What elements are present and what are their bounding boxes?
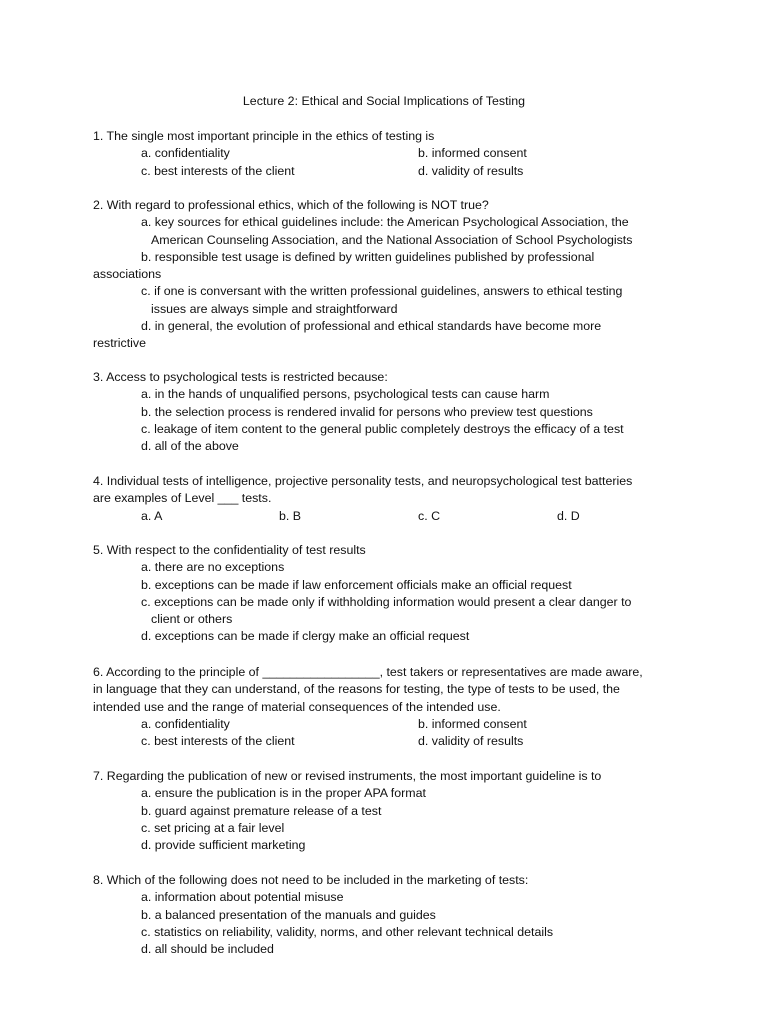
question-stem: 7. Regarding the publication of new or revised instruments, the most important guideline is to bbox=[93, 769, 602, 783]
question-stem: 5. With respect to the confidentiality of test results bbox=[93, 543, 366, 557]
question-4 bbox=[93, 473, 693, 525]
option-a: a. information about potential misuse bbox=[141, 890, 344, 905]
option-a: a. confidentiality bbox=[141, 716, 230, 731]
option-c: c. leakage of item content to the general public completely destroys the efficacy of a test bbox=[141, 421, 624, 436]
option-c: c. C bbox=[418, 508, 441, 523]
option-c: c. set pricing at a fair level bbox=[141, 820, 285, 835]
option-c: c. statistics on reliability, validity, norms, and other relevant technical details bbox=[141, 924, 554, 939]
option-b-continued: associations bbox=[93, 267, 162, 282]
option-a: a. ensure the publication is in the proper APA format bbox=[141, 786, 426, 801]
option-d: d. all of the above bbox=[141, 439, 239, 454]
question-1 bbox=[93, 128, 693, 180]
option-d: d. D bbox=[557, 508, 580, 523]
option-c-continued: client or others bbox=[151, 612, 233, 627]
option-d: d. validity of results bbox=[418, 163, 524, 178]
question-stem-continued: intended use and the range of material consequences of the intended use. bbox=[93, 699, 501, 714]
option-d: d. in general, the evolution of professional and ethical standards have become more bbox=[141, 319, 602, 334]
question-stem: 4. Individual tests of intelligence, projective personality tests, and neuropsychological test batteries bbox=[93, 474, 633, 488]
option-a: a. in the hands of unqualified persons, psychological tests can cause harm bbox=[141, 387, 550, 402]
option-c: c. exceptions can be made only if withholding information would present a clear danger to bbox=[141, 594, 632, 609]
question-7 bbox=[93, 768, 693, 854]
question-6 bbox=[93, 664, 693, 750]
option-a: a. A bbox=[141, 508, 163, 523]
option-d-continued: restrictive bbox=[93, 336, 147, 351]
option-d: d. validity of results bbox=[418, 734, 524, 749]
document-title: Lecture 2: Ethical and Social Implications of Testing bbox=[242, 94, 526, 108]
option-b: b. B bbox=[279, 508, 302, 523]
question-stem-continued: in language that they can understand, of the reasons for testing, the type of tests to be used, the bbox=[93, 682, 620, 697]
question-stem: 1. The single most important principle in the ethics of testing is bbox=[93, 129, 435, 143]
question-stem-continued: are examples of Level ___ tests. bbox=[93, 491, 272, 506]
option-a: a. confidentiality bbox=[141, 146, 230, 161]
question-stem: 8. Which of the following does not need to be included in the marketing of tests: bbox=[93, 873, 529, 887]
question-2 bbox=[93, 197, 693, 353]
option-a: a. there are no exceptions bbox=[141, 560, 285, 575]
question-3 bbox=[93, 369, 693, 455]
option-c: c. if one is conversant with the written professional guidelines, answers to ethical testing bbox=[141, 284, 623, 299]
option-c: c. best interests of the client bbox=[141, 163, 295, 178]
option-c: c. best interests of the client bbox=[141, 734, 295, 749]
option-d: d. all should be included bbox=[141, 942, 274, 957]
question-stem: 3. Access to psychological tests is restricted because: bbox=[93, 370, 388, 384]
option-b: b. guard against premature release of a test bbox=[141, 803, 382, 818]
option-d: d. exceptions can be made if clergy make an official request bbox=[141, 629, 470, 644]
option-c-continued: issues are always simple and straightforward bbox=[151, 301, 398, 316]
question-stem: 2. With regard to professional ethics, which of the following is NOT true? bbox=[93, 198, 489, 212]
question-stem: 6. According to the principle of _________________, test takers or representatives are made aware, bbox=[93, 665, 643, 679]
option-b: b. exceptions can be made if law enforcement officials make an official request bbox=[141, 577, 572, 592]
option-b: b. informed consent bbox=[418, 146, 527, 161]
option-b: b. the selection process is rendered invalid for persons who preview test questions bbox=[141, 404, 593, 419]
option-d: d. provide sufficient marketing bbox=[141, 838, 306, 853]
option-a-continued: American Counseling Association, and the National Association of School Psychologists bbox=[151, 232, 633, 247]
option-a: a. key sources for ethical guidelines include: the American Psychological Association, the bbox=[141, 215, 629, 230]
option-b: b. a balanced presentation of the manuals and guides bbox=[141, 907, 436, 922]
question-5 bbox=[93, 542, 693, 646]
question-8 bbox=[93, 872, 693, 958]
option-b: b. informed consent bbox=[418, 716, 527, 731]
option-b: b. responsible test usage is defined by written guidelines published by professional bbox=[141, 249, 595, 264]
